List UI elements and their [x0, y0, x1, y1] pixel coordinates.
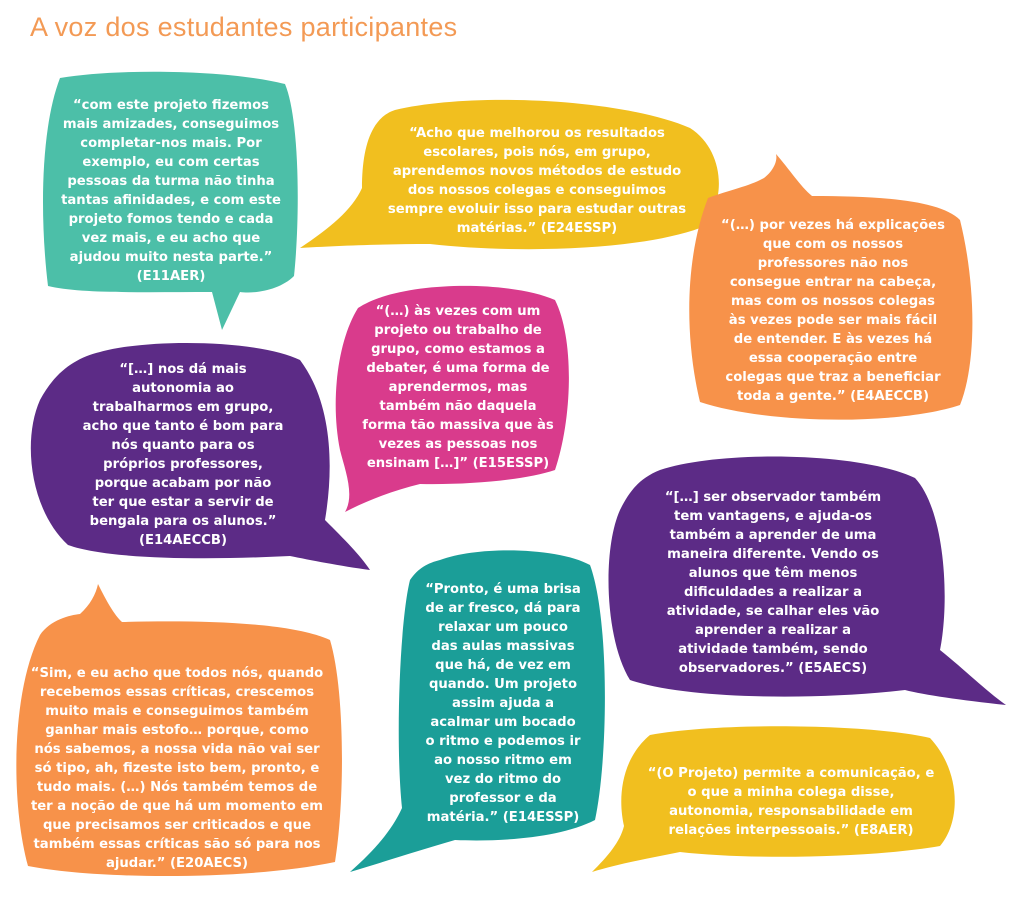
quote-e15essp: “(…) às vezes com um projeto ou trabalho de grupo, como estamos a debater, é uma forma de aprendermos, mas também não daquela forma tão massiva que às vezes as pessoas nos ensinam […]” (E15ESSP) — [362, 304, 554, 471]
quote-e24essp: “Acho que melhorou os resultados escolares, pois nós, em grupo, aprendemos novos métodos de estudo dos nossos colegas e conseguimos sempre evoluir isso para estudar outras matérias.” (E24ESSP) — [387, 126, 687, 236]
quote-e4aeccb: “(…) por vezes há explicações que com os nossos professores não nos consegue entrar na cabeça, mas com os nossos colegas às vezes pode ser mais fácil de entender. E às vezes há essa cooperação entre colegas que traz a beneficiar toda a gente.” (E4AECCB) — [721, 218, 945, 404]
quote-e8aer: “(O Projeto) permite a comunicação, e o que a minha colega disse, autonomia, responsabilidade em relações interpessoais.” (E8AER) — [647, 766, 935, 838]
quote-e5aecs: “[…] ser observador também tem vantagens, e ajuda-os também a aprender de uma maneira diferente. Vendo os alunos que têm menos dificuldades a realizar a atividade, se calhar eles vão aprender a realizar a atividade também, sendo observadores.” (E5AECS) — [664, 490, 882, 676]
quote-e20aecs: “Sim, e eu acho que todos nós, quando recebemos essas críticas, crescemos muito mais e conseguimos também ganhar mais estofo… porque, como nós sabemos, a nossa vida não vai ser só tipo, ah, fizeste isto bem, pronto, e tudo mais. (…) Nós também temos de ter a noção de que há um momento em que precisamos ser criticados e que também essas críticas são só para nos ajudar.” (E20AECS) — [30, 666, 324, 871]
quote-e11aer: “com este projeto fizemos mais amizades, conseguimos completar-nos mais. Por exemplo, eu com certas pessoas da turma não tinha tantas afinidades, e com este projeto fomos tendo e cada vez mais, e eu acho que ajudou muito nesta parte.” (E11AER) — [61, 98, 281, 284]
quote-e14essp: “Pronto, é uma brisa de ar fresco, dá para relaxar um pouco das aulas massivas que há, de vez em quando. Um projeto assim ajuda a acalmar um bocado o ritmo e podemos ir ao nosso ritmo em vez do ritmo do professor e da matéria.” (E14ESSP) — [425, 582, 581, 825]
page-title: A voz dos estudantes participantes — [30, 12, 458, 42]
quote-e14aeccb: “[…] nos dá mais autonomia ao trabalharmos em grupo, acho que tanto é bom para nós quanto para os próprios professores, porque acabam por não ter que estar a servir de bengala para os alunos.” (E14AECCB) — [82, 362, 284, 548]
